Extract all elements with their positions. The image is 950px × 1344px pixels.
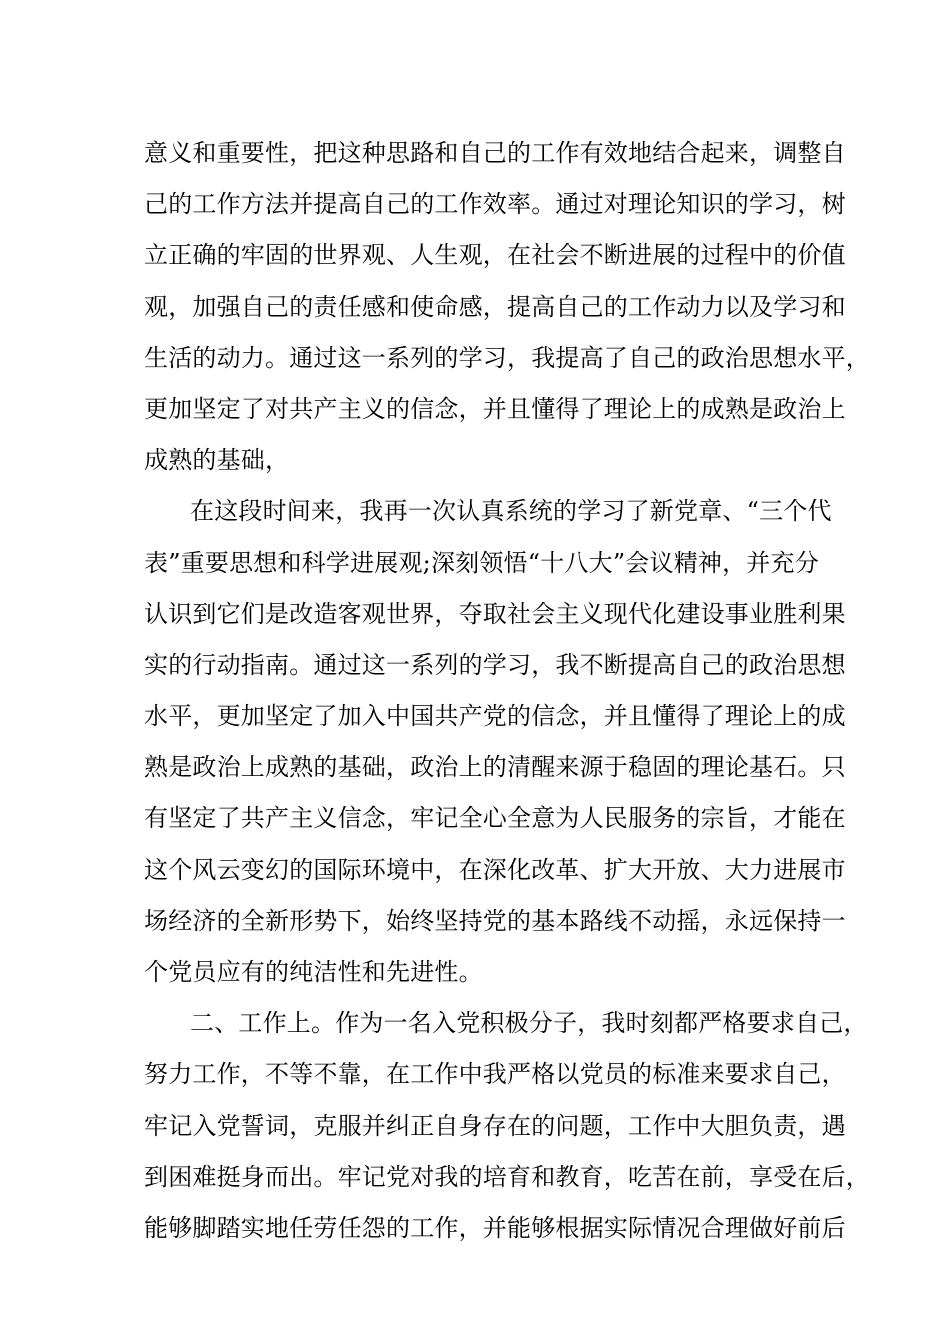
text-line: 成熟的基础， [144, 446, 290, 475]
text-line: 个党员应有的纯洁性和先进性。 [144, 958, 483, 986]
text-line: 能够脚踏实地任劳任怨的工作，并能够根据实际情况合理做好前后 [144, 1213, 846, 1242]
text-line: 有坚定了共产主义信念，牢记全心全意为人民服务的宗旨，才能在 [144, 804, 846, 833]
text-line: 这个风云变幻的国际环境中，在深化改革、扩大开放、大力进展市 [144, 855, 846, 884]
paragraph-start-line: 在这段时间来，我再一次认真系统的学习了新党章、“三个代 [190, 497, 832, 526]
text-line: 表”重要思想和科学进展观;深刻领悟“十八大”会议精神，并充分 [144, 548, 819, 577]
text-line: 生活的动力。通过这一系列的学习，我提高了自己的政治思想水平， [144, 343, 870, 372]
text-line: 到困难挺身而出。牢记党对我的培育和教育，吃苦在前，享受在后， [144, 1162, 870, 1191]
text-line: 认识到它们是改造客观世界，夺取社会主义现代化建设事业胜利果 [144, 599, 846, 628]
paragraph-start-line: 二、工作上。作为一名入党积极分子，我时刻都严格要求自己， [190, 1009, 868, 1038]
text-line: 水平，更加坚定了加入中国共产党的信念，并且懂得了理论上的成 [144, 702, 846, 731]
text-line: 熟是政治上成熟的基础，政治上的清醒来源于稳固的理论基石。只 [144, 753, 846, 782]
text-line: 实的行动指南。通过这一系列的学习，我不断提高自己的政治思想 [144, 650, 846, 679]
text-line: 场经济的全新形势下，始终坚持党的基本路线不动摇，永远保持一 [144, 906, 846, 935]
text-line: 己的工作方法并提高自己的工作效率。通过对理论知识的学习，树 [144, 190, 846, 219]
text-line: 努力工作，不等不靠，在工作中我严格以党员的标准来要求自己， [144, 1060, 846, 1089]
text-line: 更加坚定了对共产主义的信念，并且懂得了理论上的成熟是政治上 [144, 394, 846, 423]
body-text [144, 128, 870, 1254]
text-line: 观，加强自己的责任感和使命感，提高自己的工作动力以及学习和 [144, 292, 846, 321]
text-line: 立正确的牢固的世界观、人生观，在社会不断进展的过程中的价值 [144, 241, 846, 270]
text-line: 意义和重要性，把这种思路和自己的工作有效地结合起来，调整自 [144, 139, 846, 167]
text-line: 牢记入党誓词，克服并纠正自身存在的问题，工作中大胆负责，遇 [144, 1111, 846, 1140]
